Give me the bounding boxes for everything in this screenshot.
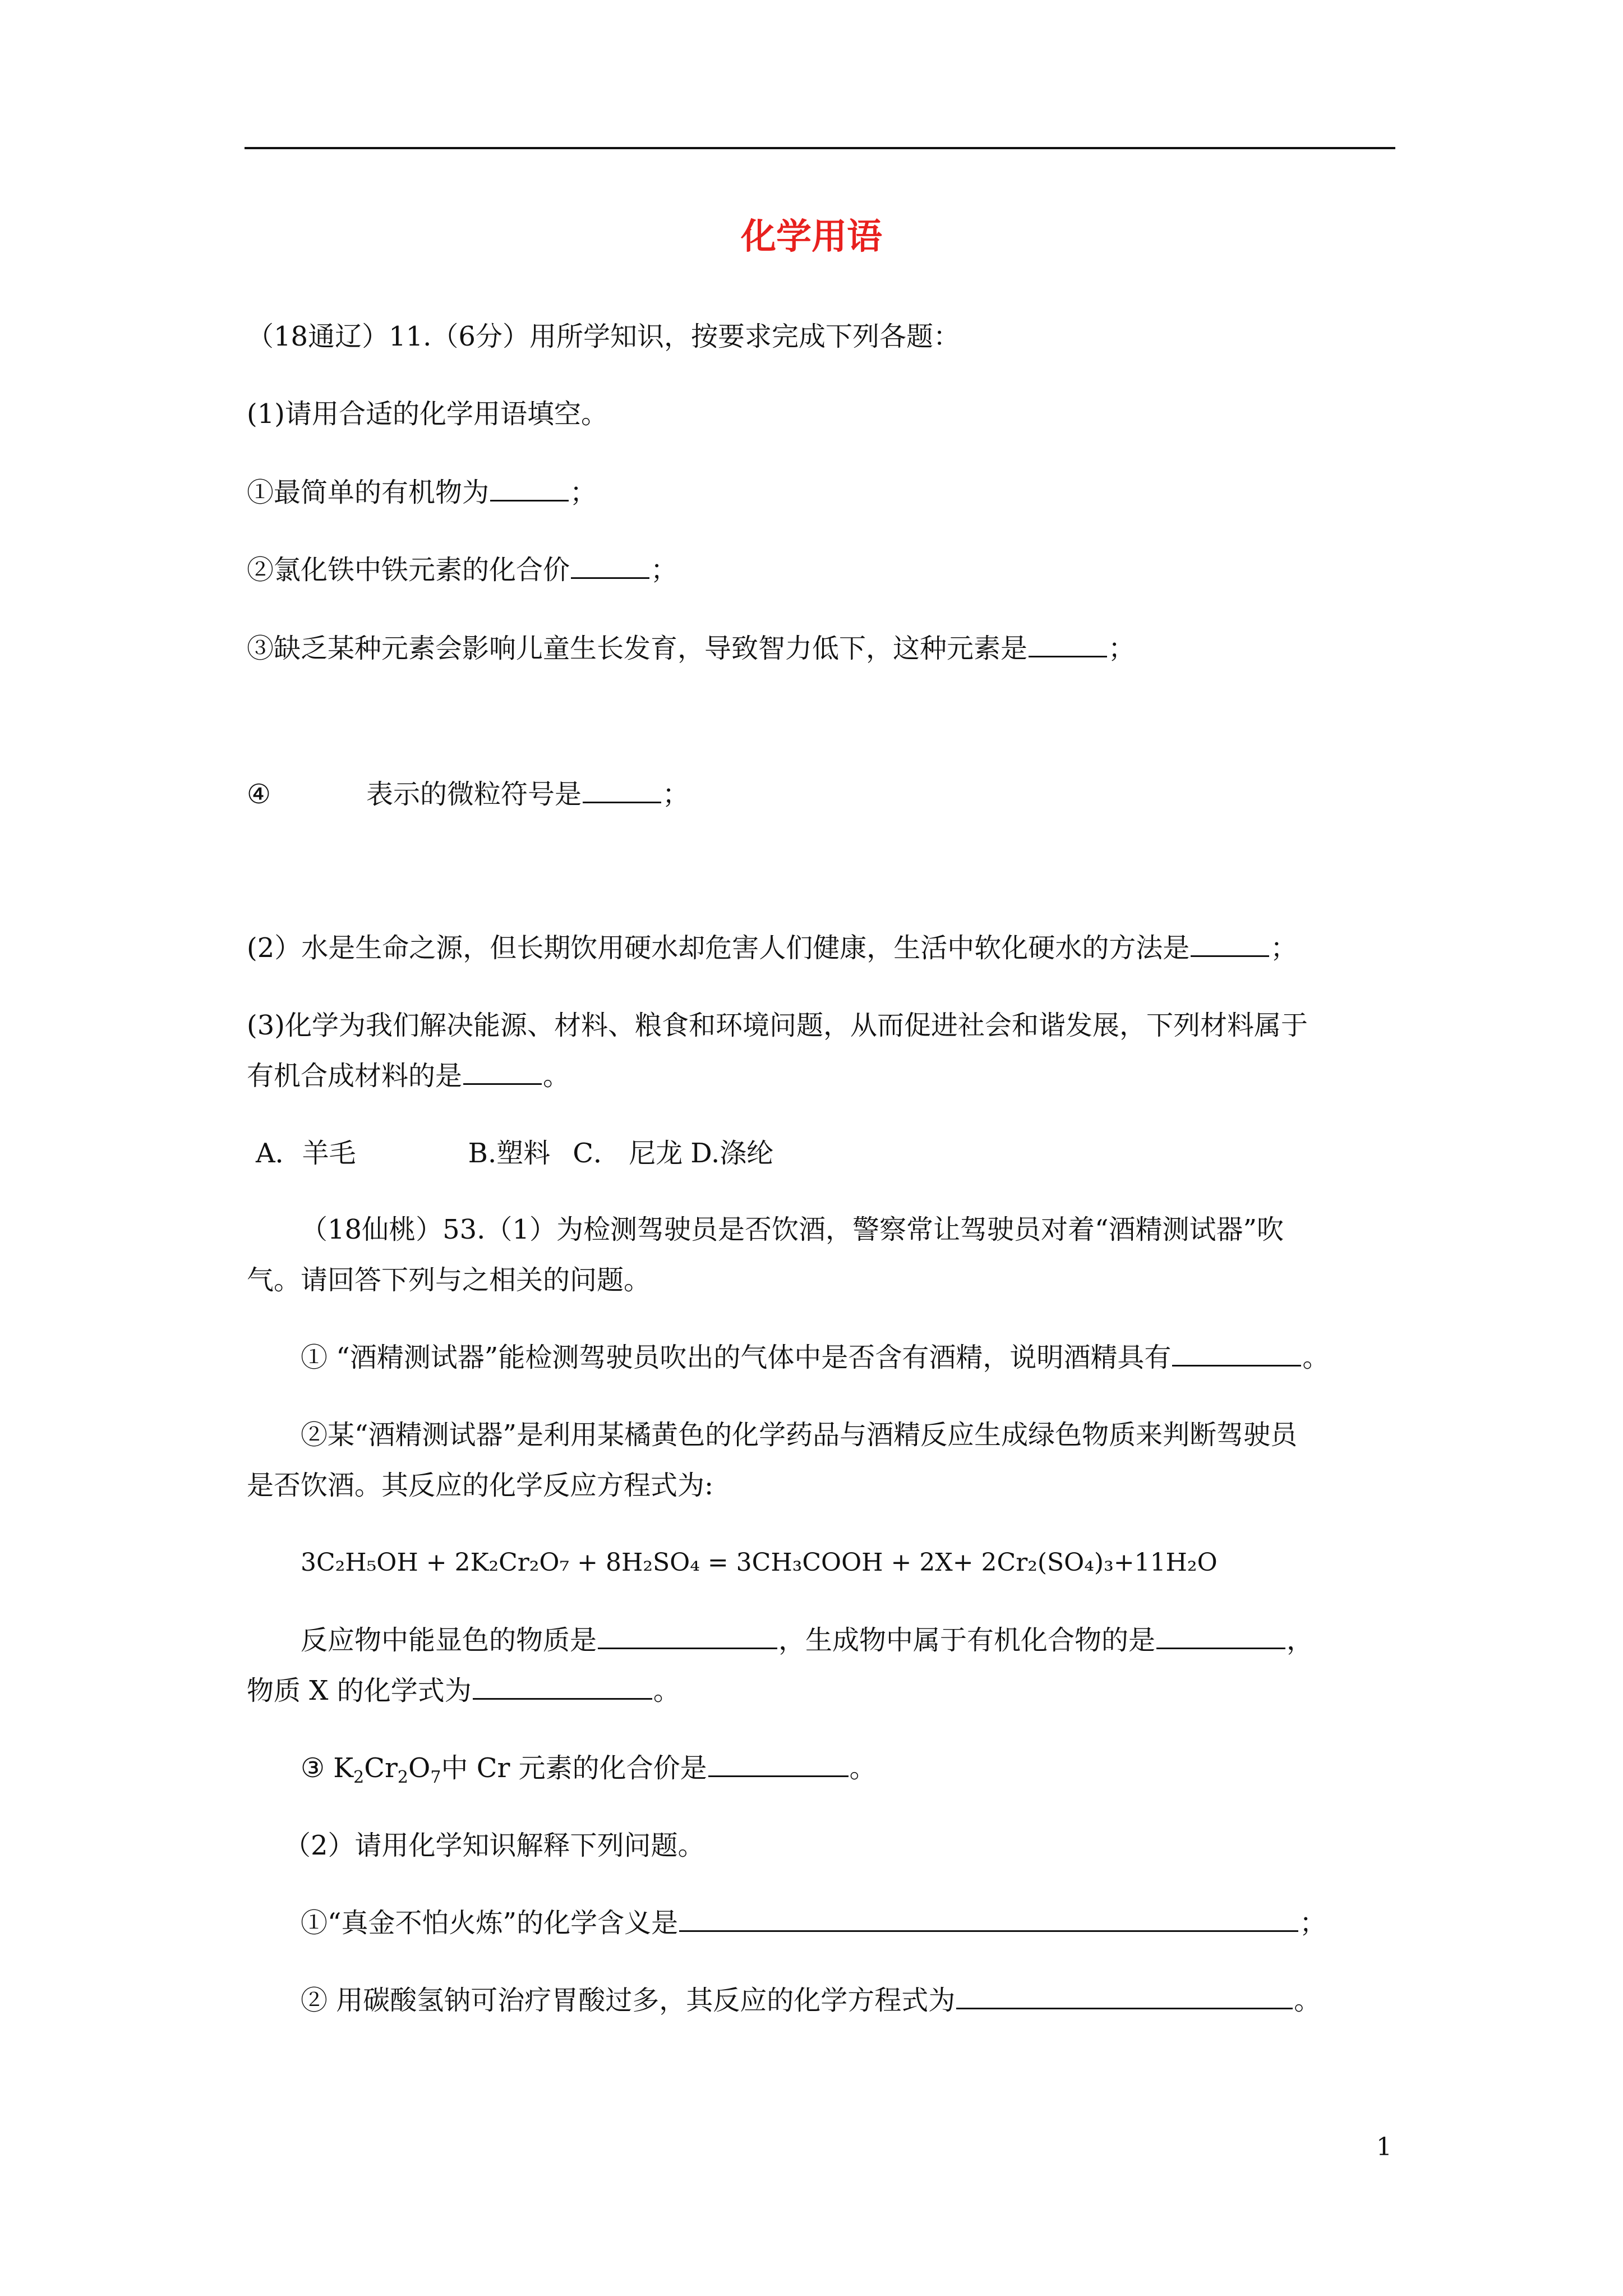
q1-part2-text: (2）水是生命之源，但长期饮用硬水却危害人们健康，生活中软化硬水的方法是 (247, 932, 1190, 964)
q1-part1: (1)请用合适的化学用语填空。 (247, 398, 608, 430)
answer-blank[interactable] (1156, 1625, 1285, 1649)
answer-blank[interactable] (1191, 933, 1269, 957)
q2-item3-prefix: ③ K (301, 1752, 354, 1784)
option-c: C． 尼龙 (573, 1138, 683, 1169)
q2-header-line2: 气。请回答下列与之相关的问题。 (247, 1264, 651, 1296)
q1-item1 (247, 475, 597, 510)
punct: 。 (653, 1675, 680, 1706)
q2-p2-item1-text: ①“真金不怕火炼”的化学含义是 (301, 1907, 679, 1939)
punct: ， (1287, 1625, 1314, 1656)
answer-blank[interactable] (490, 477, 569, 501)
punct: 。 (543, 1060, 570, 1092)
q2-q-a: 反应物中能显色的物质是 (301, 1625, 597, 1656)
punct: ； (651, 554, 678, 586)
q1-item4 (247, 776, 689, 812)
answer-blank[interactable] (598, 1625, 777, 1649)
q1-item3-text: ③缺乏某种元素会影响儿童生长发育，导致智力低下，这种元素是 (247, 633, 1028, 664)
q2-questions-line2 (247, 1673, 680, 1709)
q2-item2-line1: ②某“酒精测试器”是利用某橘黄色的化学药品与酒精反应生成绿色物质来判断驾驶员 (301, 1419, 1298, 1451)
q2-item1 (301, 1340, 1329, 1375)
q1-item2 (247, 552, 677, 588)
q2-item1-text: ① “酒精测试器”能检测驾驶员吹出的气体中是否含有酒精，说明酒精具有 (301, 1342, 1172, 1373)
q2-p2-item2-text: ② 用碳酸氢钠可治疗胃酸过多，其反应的化学方程式为 (301, 1985, 956, 2016)
page-title: 化学用语 (741, 216, 882, 257)
q2-q-b: ，生成物中属于有机化合物的是 (778, 1625, 1156, 1656)
option-b: B.塑料 (468, 1138, 551, 1169)
answer-blank[interactable] (1029, 633, 1107, 657)
q1-item3 (247, 631, 1135, 666)
punct: ； (662, 779, 690, 810)
answer-blank[interactable] (708, 1753, 849, 1777)
q2-header-line1: （18仙桃）53.（1）为检测驾驶员是否饮酒，警察常让驾驶员对着“酒精测试器”吹 (301, 1214, 1284, 1245)
q1-part3-line1: (3)化学为我们解决能源、材料、粮食和环境问题，从而促进社会和谐发展，下列材料属于 (247, 1010, 1308, 1041)
q1-part3-text: 有机合成材料的是 (247, 1060, 463, 1092)
punct: 。 (1294, 1985, 1321, 2016)
q2-p2-item1 (301, 1905, 1326, 1941)
answer-blank[interactable] (1172, 1342, 1301, 1366)
q2-questions-line1 (301, 1622, 1313, 1658)
answer-blank[interactable] (956, 1985, 1293, 2009)
q1-item1-text: ①最简单的有机物为 (247, 477, 490, 508)
option-a: A．羊毛 (256, 1138, 356, 1169)
punct: 。 (1302, 1342, 1330, 1373)
punct: ； (1299, 1907, 1327, 1939)
answer-blank[interactable] (679, 1908, 1298, 1932)
header-rule (245, 147, 1395, 149)
answer-blank[interactable] (473, 1676, 652, 1700)
q1-item2-text: ②氯化铁中铁元素的化合价 (247, 554, 570, 586)
q2-item3-text: 中 Cr 元素的化合价是 (441, 1752, 707, 1784)
option-d: D.涤纶 (690, 1138, 774, 1169)
q2-p2-item2 (301, 1982, 1321, 2018)
answer-blank[interactable] (583, 779, 661, 803)
q1-item4-text: 表示的微粒符号是 (366, 779, 582, 810)
answer-blank[interactable] (571, 555, 649, 579)
q1-part2 (247, 930, 1297, 966)
chemical-equation: 3C₂H₅OH + 2K₂Cr₂O₇ + 8H₂SO₄ = 3CH₃COOH + 2X+ 2Cr₂(SO₄)₃+11H₂O (301, 1548, 1218, 1577)
q2-item2-line2: 是否饮酒。其反应的化学反应方程式为: (247, 1470, 714, 1501)
q2-q-c: 物质 X 的化学式为 (247, 1675, 472, 1706)
q1-part3-line2 (247, 1058, 570, 1094)
punct: 。 (849, 1752, 877, 1784)
punct: ； (1108, 633, 1136, 664)
punct: ； (1270, 932, 1298, 964)
q2-item3: ③ $K_2Cr_2O_7$中 Cr 元素的化合价是 。 (301, 1752, 877, 1787)
q1-header: （18通辽）11.（6分）用所学知识，按要求完成下列各题： (247, 321, 960, 352)
punct: ； (570, 477, 597, 508)
q1-options (256, 1135, 773, 1171)
q1-item4-num: ④ (247, 779, 271, 810)
page-number: 1 (1376, 2133, 1392, 2161)
answer-blank[interactable] (463, 1061, 542, 1085)
q2-part2: （2）请用化学知识解释下列问题。 (284, 1830, 705, 1861)
